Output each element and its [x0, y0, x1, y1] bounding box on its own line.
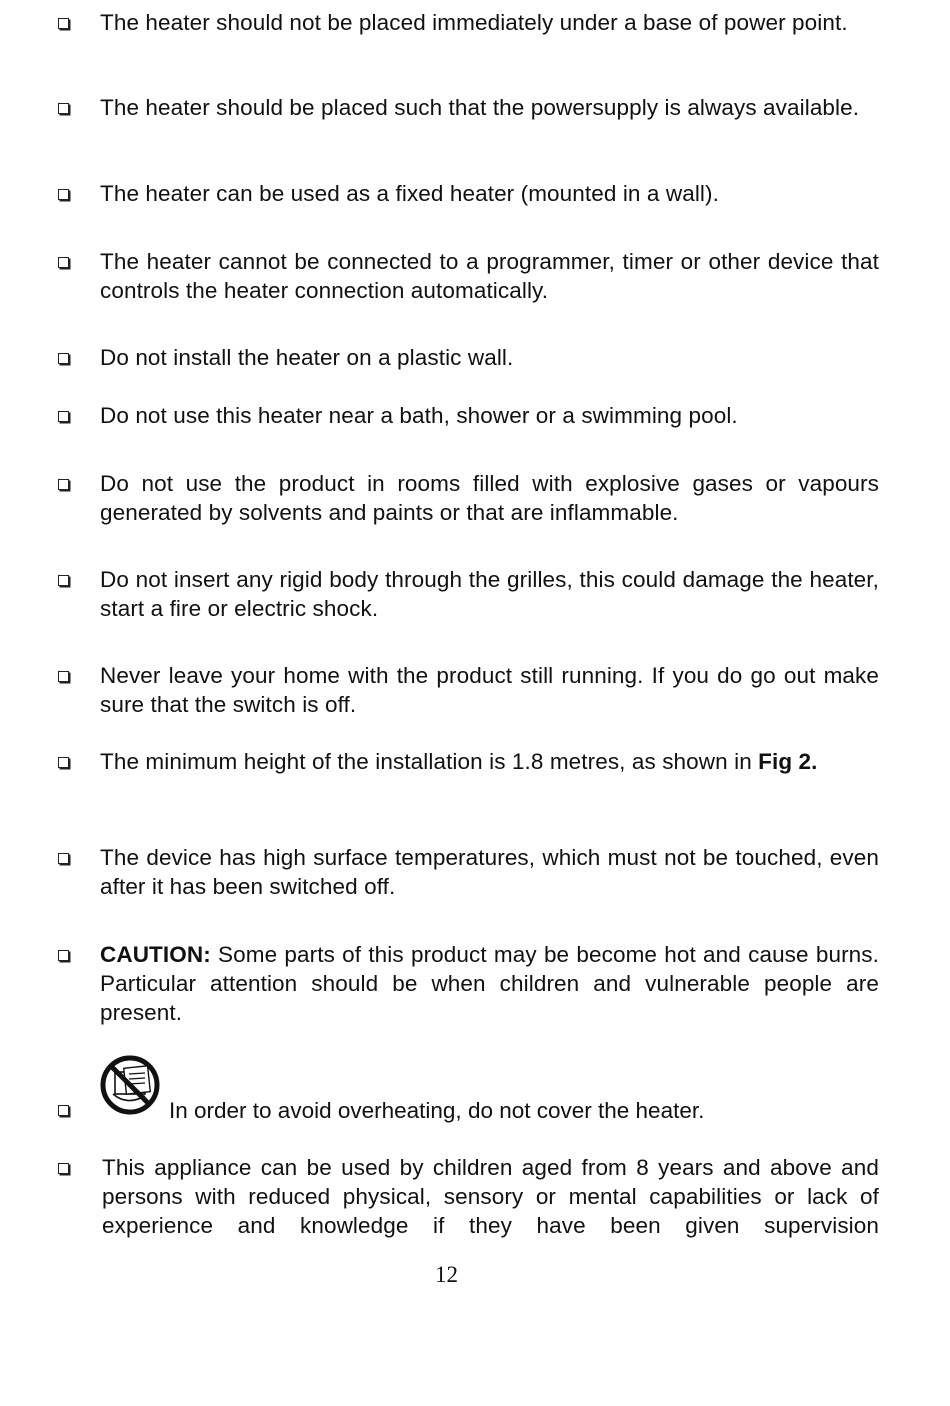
checkbox-bullet-icon	[58, 757, 69, 768]
list-item-text	[100, 747, 879, 776]
do-not-cover-icon-graphic	[99, 1054, 161, 1116]
checkbox-bullet-icon	[58, 575, 69, 586]
list-item-text: The heater can be used as a fixed heater (mounted in a wall).	[100, 181, 719, 206]
figure-reference: Fig 2.	[758, 749, 818, 774]
list-item-text: Do not insert any rigid body through the grilles, this could damage the heater, start a fire or electric shock.	[100, 567, 879, 621]
checkbox-bullet-icon	[58, 257, 69, 268]
list-item-text: The heater should be placed such that the powersupply is always available.	[100, 95, 860, 120]
caution-label: CAUTION:	[100, 942, 211, 967]
checkbox-bullet-icon	[58, 853, 69, 864]
page-number: 12	[435, 1262, 458, 1287]
list-item-text-main: The minimum height of the installation is 1.8 metres, as shown in	[100, 749, 759, 774]
list-item-text: Do not install the heater on a plastic wall.	[100, 345, 514, 370]
checkbox-bullet-icon	[58, 1105, 69, 1116]
checkbox-bullet-icon	[58, 353, 69, 364]
checkbox-bullet-icon	[58, 1163, 69, 1174]
checkbox-bullet-icon	[58, 479, 69, 490]
checkbox-bullet-icon	[58, 103, 69, 114]
list-item-text: Do not use the product in rooms filled with explosive gases or vapours generated by solvents and paints or that are inflammable.	[100, 471, 879, 525]
list-item-text	[100, 940, 879, 1027]
list-item-text: This appliance can be used by children aged from 8 years and above and persons with reduced physical, sensory or mental capabilities or lack of experience and knowledge if they have been given supervision	[102, 1155, 879, 1238]
checkbox-bullet-icon	[58, 18, 69, 29]
checkbox-bullet-icon	[58, 950, 69, 961]
list-item-text: Do not use this heater near a bath, shower or a swimming pool.	[100, 403, 738, 428]
do-not-cover-icon	[99, 1054, 161, 1116]
list-item-text: Never leave your home with the product still running. If you do go out make sure that the switch is off.	[100, 663, 879, 717]
checkbox-bullet-icon	[58, 411, 69, 422]
caution-text: Some parts of this product may be become hot and cause burns. Particular attention should be when children and vulnerable people are present.	[100, 942, 879, 1025]
list-item-text: The heater should not be placed immediately under a base of power point.	[100, 10, 848, 35]
checkbox-bullet-icon	[58, 189, 69, 200]
list-item-text: The heater cannot be connected to a programmer, timer or other device that controls the heater connection automatically.	[100, 249, 879, 303]
checkbox-bullet-icon	[58, 671, 69, 682]
list-item-text: In order to avoid overheating, do not cover the heater.	[169, 1098, 705, 1123]
list-item-text: The device has high surface temperatures, which must not be touched, even after it has been switched off.	[100, 845, 879, 899]
